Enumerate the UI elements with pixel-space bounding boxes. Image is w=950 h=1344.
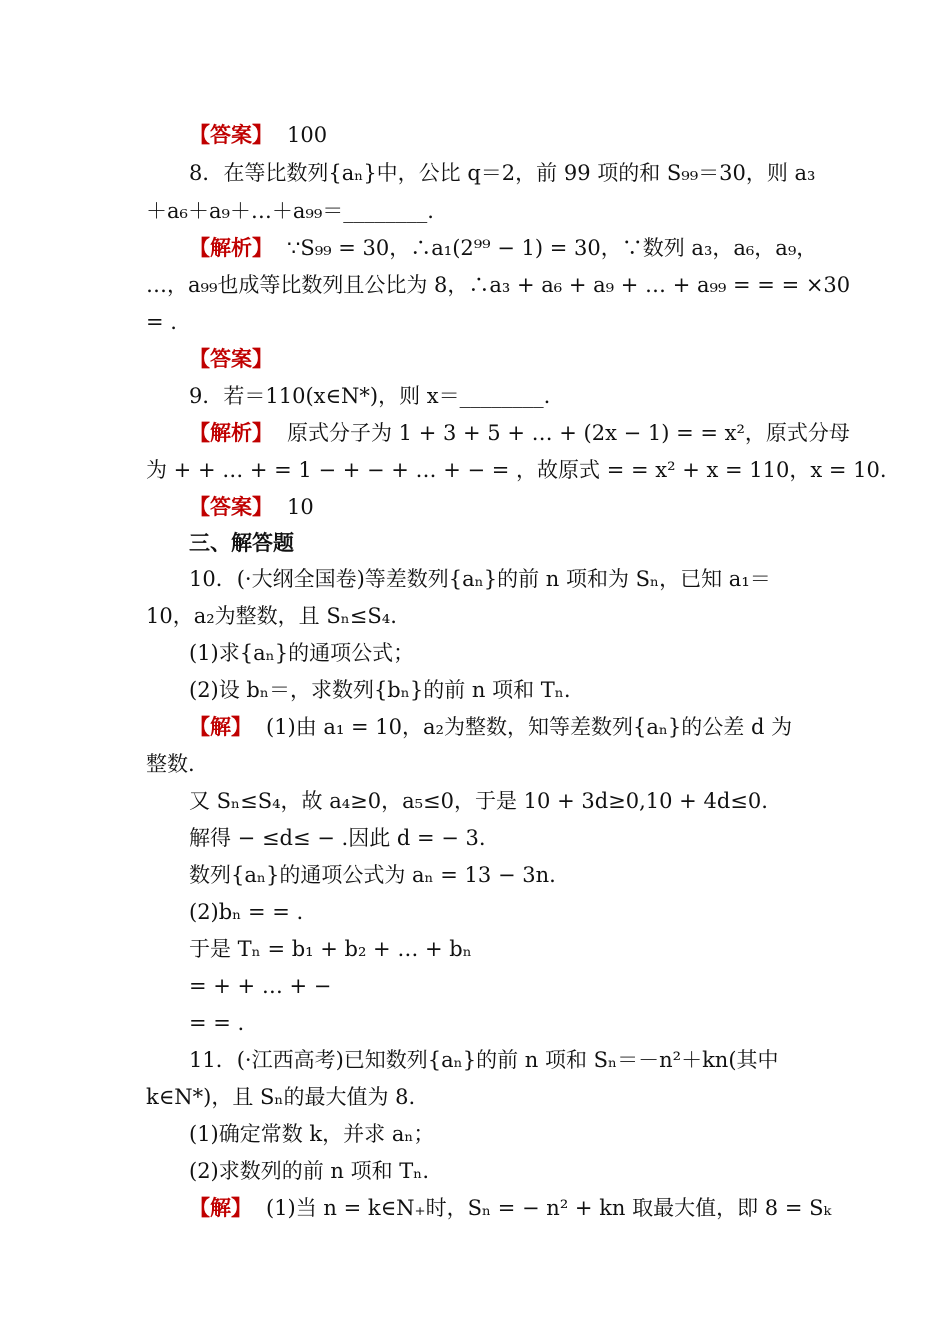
analysis-tag: 【解析】 — [189, 421, 273, 445]
answer-tag: 【答案】 — [189, 123, 273, 147]
text: 10，a₂为整数，且 Sₙ≤S₄. — [146, 604, 397, 628]
text: (2)设 bₙ＝，求数列{bₙ}的前 n 项和 Tₙ. — [189, 678, 571, 702]
text: (1)当 n = k∈N₊时，Sₙ = − n² + kn 取最大值，即 8 = Sₖ — [266, 1196, 832, 1220]
text: ∵S₉₉ = 30，∴a₁(2⁹⁹ − 1) = 30，∵数列 a₃，a₆，a₉， — [287, 236, 818, 260]
question-11-line-2 — [146, 1082, 810, 1112]
text: (2)求数列的前 n 项和 Tₙ. — [189, 1159, 430, 1183]
answer-9 — [189, 492, 810, 522]
solution-10-line-8 — [189, 971, 810, 1001]
text: 为 + + … + = 1 − + − + … + − = ，故原式 = = x² + x = 110，x = 10. — [146, 458, 887, 482]
text: = + + … + − — [189, 974, 332, 998]
text: (1)由 a₁ = 10，a₂为整数，知等差数列{aₙ}的公差 d 为 — [266, 715, 793, 739]
answer-tag: 【答案】 — [189, 495, 273, 519]
answer-text: 100 — [287, 123, 328, 147]
text: 又 Sₙ≤S₄，故 a₄≥0，a₅≤0，于是 10 + 3d≥0,10 + 4d≤0. — [189, 789, 768, 813]
question-8-line-2 — [146, 196, 810, 226]
text: (2)bₙ = = . — [189, 900, 304, 924]
analysis-8-line-2 — [146, 270, 851, 300]
answer-7 — [189, 120, 810, 150]
text: …，a₉₉也成等比数列且公比为 8，∴a₃ + a₆ + a₉ + … + a₉₉ = = = ×30 — [146, 273, 851, 297]
question-10-part-2 — [189, 675, 810, 705]
solution-10-line-3 — [189, 786, 810, 816]
question-9 — [189, 381, 810, 411]
text: (1)求{aₙ}的通项公式； — [189, 641, 415, 665]
question-11-part-1 — [189, 1119, 810, 1149]
section-heading — [189, 528, 810, 558]
text: 于是 Tₙ = b₁ + b₂ + … + bₙ — [189, 937, 472, 961]
analysis-9-line-2 — [146, 455, 887, 485]
text: k∈N*)，且 Sₙ的最大值为 8. — [146, 1085, 416, 1109]
text: 三、解答题 — [189, 531, 294, 555]
analysis-tag: 【解析】 — [189, 236, 273, 260]
analysis-8-line-3 — [146, 307, 810, 337]
text: = . — [146, 310, 177, 334]
question-10-line-2 — [146, 601, 810, 631]
solution-10-line-4 — [189, 823, 810, 853]
text: 8．在等比数列{aₙ}中，公比 q＝2，前 99 项的和 S₉₉＝30，则 a₃ — [189, 161, 816, 185]
text: = = . — [189, 1011, 245, 1035]
analysis-8-line-1 — [189, 233, 818, 263]
question-10-part-1 — [189, 638, 810, 668]
solution-10-line-7 — [189, 934, 810, 964]
text: 数列{aₙ}的通项公式为 aₙ = 13 − 3n. — [189, 863, 556, 887]
text: (1)确定常数 k，并求 aₙ； — [189, 1122, 435, 1146]
text: 解得 − ≤d≤ − .因此 d = − 3. — [189, 826, 486, 850]
answer-8 — [189, 344, 810, 374]
text: 11．(·江西高考)已知数列{aₙ}的前 n 项和 Sₙ＝－n²＋kn(其中 — [189, 1048, 779, 1072]
question-10-line-1 — [189, 564, 810, 594]
question-8-line-1 — [189, 158, 816, 188]
text: 9．若＝110(x∈N*)，则 x＝________. — [189, 384, 551, 408]
text: 10 — [287, 495, 314, 519]
question-11-line-1 — [189, 1045, 810, 1075]
solution-10-line-6 — [189, 897, 810, 927]
solution-tag: 【解】 — [189, 715, 252, 739]
analysis-9-line-1 — [189, 418, 850, 448]
solution-10-line-1 — [189, 712, 810, 742]
solution-10-line-5 — [189, 860, 810, 890]
solution-10-line-9 — [189, 1008, 810, 1038]
question-11-part-2 — [189, 1156, 810, 1186]
solution-tag: 【解】 — [189, 1196, 252, 1220]
solution-10-line-2 — [146, 749, 810, 779]
solution-11-line-1 — [189, 1193, 832, 1223]
text: 10．(·大纲全国卷)等差数列{aₙ}的前 n 项和为 Sₙ，已知 a₁＝ — [189, 567, 771, 591]
text: 整数. — [146, 752, 195, 776]
text: 原式分子为 1 + 3 + 5 + … + (2x − 1) = = x²，原式分母 — [287, 421, 850, 445]
text: ＋a₆＋a₉＋…＋a₉₉＝________. — [146, 199, 434, 223]
answer-tag: 【答案】 — [189, 347, 273, 371]
